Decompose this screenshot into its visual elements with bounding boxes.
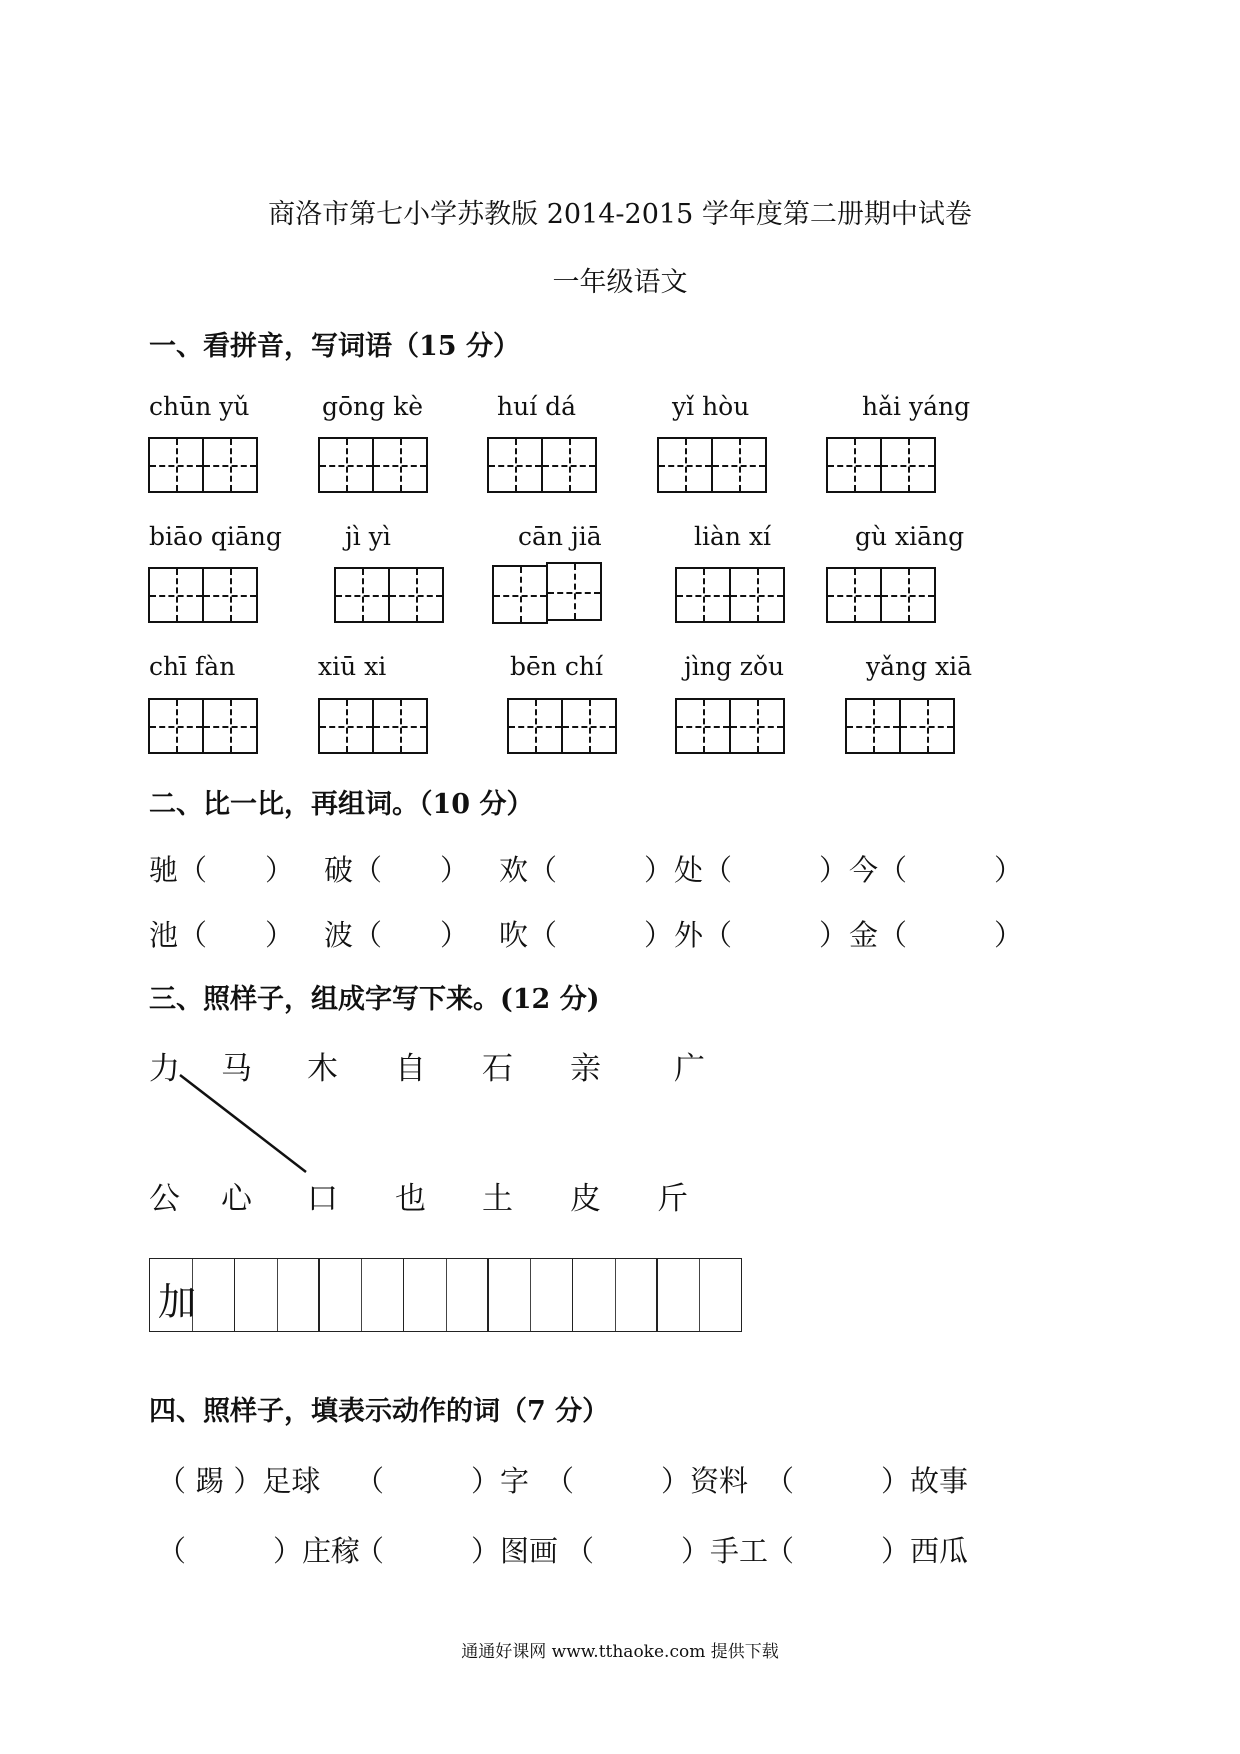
component-char: 口 <box>307 1181 338 1217</box>
radical-char: 马 <box>221 1051 252 1087</box>
pinyin-label: gōng kè <box>322 392 424 421</box>
word-compare-item: 外（ ） <box>674 918 849 952</box>
pinyin-label: bēn chí <box>510 652 603 681</box>
action-word-item: （ ）西瓜 <box>765 1534 969 1568</box>
word-compare-item: 金（ ） <box>849 918 1024 952</box>
radical-char: 石 <box>482 1051 513 1087</box>
component-char: 斤 <box>657 1181 688 1217</box>
section1-heading: 一、看拼音，写词语（15 分） <box>149 331 520 362</box>
section2-heading: 二、比一比，再组词。（10 分） <box>149 789 534 820</box>
component-char: 土 <box>482 1181 513 1217</box>
radical-char: 广 <box>674 1051 705 1087</box>
action-word-item: （ ）资料 <box>545 1464 749 1498</box>
pinyin-label: huí dá <box>497 392 577 421</box>
word-compare-item: 吹（ ） <box>499 918 674 952</box>
word-compare-item: 波（ ） <box>324 918 470 952</box>
pinyin-label: liàn xí <box>694 522 772 551</box>
footer-text: 通通好课网 www.tthaoke.com 提供下载 <box>461 1642 779 1662</box>
pinyin-label: gù xiāng <box>855 522 965 551</box>
exam-subtitle: 一年级语文 <box>552 267 688 298</box>
action-word-item: （ 踢 ）足球 <box>157 1464 321 1498</box>
radical-char: 亲 <box>570 1051 601 1087</box>
word-compare-item: 驰（ ） <box>149 853 295 887</box>
component-char: 皮 <box>570 1181 601 1217</box>
action-word-item: （ ）图画 <box>355 1534 559 1568</box>
action-word-item: （ ）字 <box>355 1464 530 1498</box>
word-compare-item: 处（ ） <box>674 853 849 887</box>
word-compare-item: 破（ ） <box>324 853 470 887</box>
answer-grid[interactable] <box>149 1258 742 1332</box>
pinyin-label: chūn yǔ <box>149 392 250 421</box>
radical-char: 木 <box>307 1051 338 1087</box>
pinyin-label: xiū xi <box>318 652 387 681</box>
word-compare-item: 池（ ） <box>149 918 295 952</box>
word-compare-item: 欢（ ） <box>499 853 674 887</box>
action-word-item: （ ）庄稼 <box>157 1534 361 1568</box>
radical-char: 力 <box>149 1051 180 1087</box>
pinyin-label: jì yì <box>345 522 391 551</box>
exam-title: 商洛市第七小学苏教版 2014-2015 学年度第二册期中试卷 <box>268 199 972 230</box>
radical-char: 自 <box>395 1051 426 1087</box>
pinyin-label: yǎng xiā <box>866 652 973 681</box>
component-char: 也 <box>395 1181 426 1217</box>
component-char: 公 <box>149 1181 180 1217</box>
section3-heading: 三、照样子，组成字写下来。(12 分) <box>149 984 600 1015</box>
word-compare-item: 今（ ） <box>849 853 1024 887</box>
pinyin-label: hǎi yáng <box>862 392 971 421</box>
pinyin-label: biāo qiāng <box>149 522 282 551</box>
example-answer: 加 <box>158 1280 197 1324</box>
component-char: 心 <box>221 1181 252 1217</box>
pinyin-label: cān jiā <box>518 522 602 551</box>
pinyin-label: chī fàn <box>149 652 236 681</box>
pinyin-label: yǐ hòu <box>672 392 750 421</box>
section4-heading: 四、照样子，填表示动作的词（7 分） <box>149 1396 610 1427</box>
action-word-item: （ ）手工 <box>565 1534 769 1568</box>
pinyin-label: jìng zǒu <box>684 652 785 681</box>
action-word-item: （ ）故事 <box>765 1464 969 1498</box>
